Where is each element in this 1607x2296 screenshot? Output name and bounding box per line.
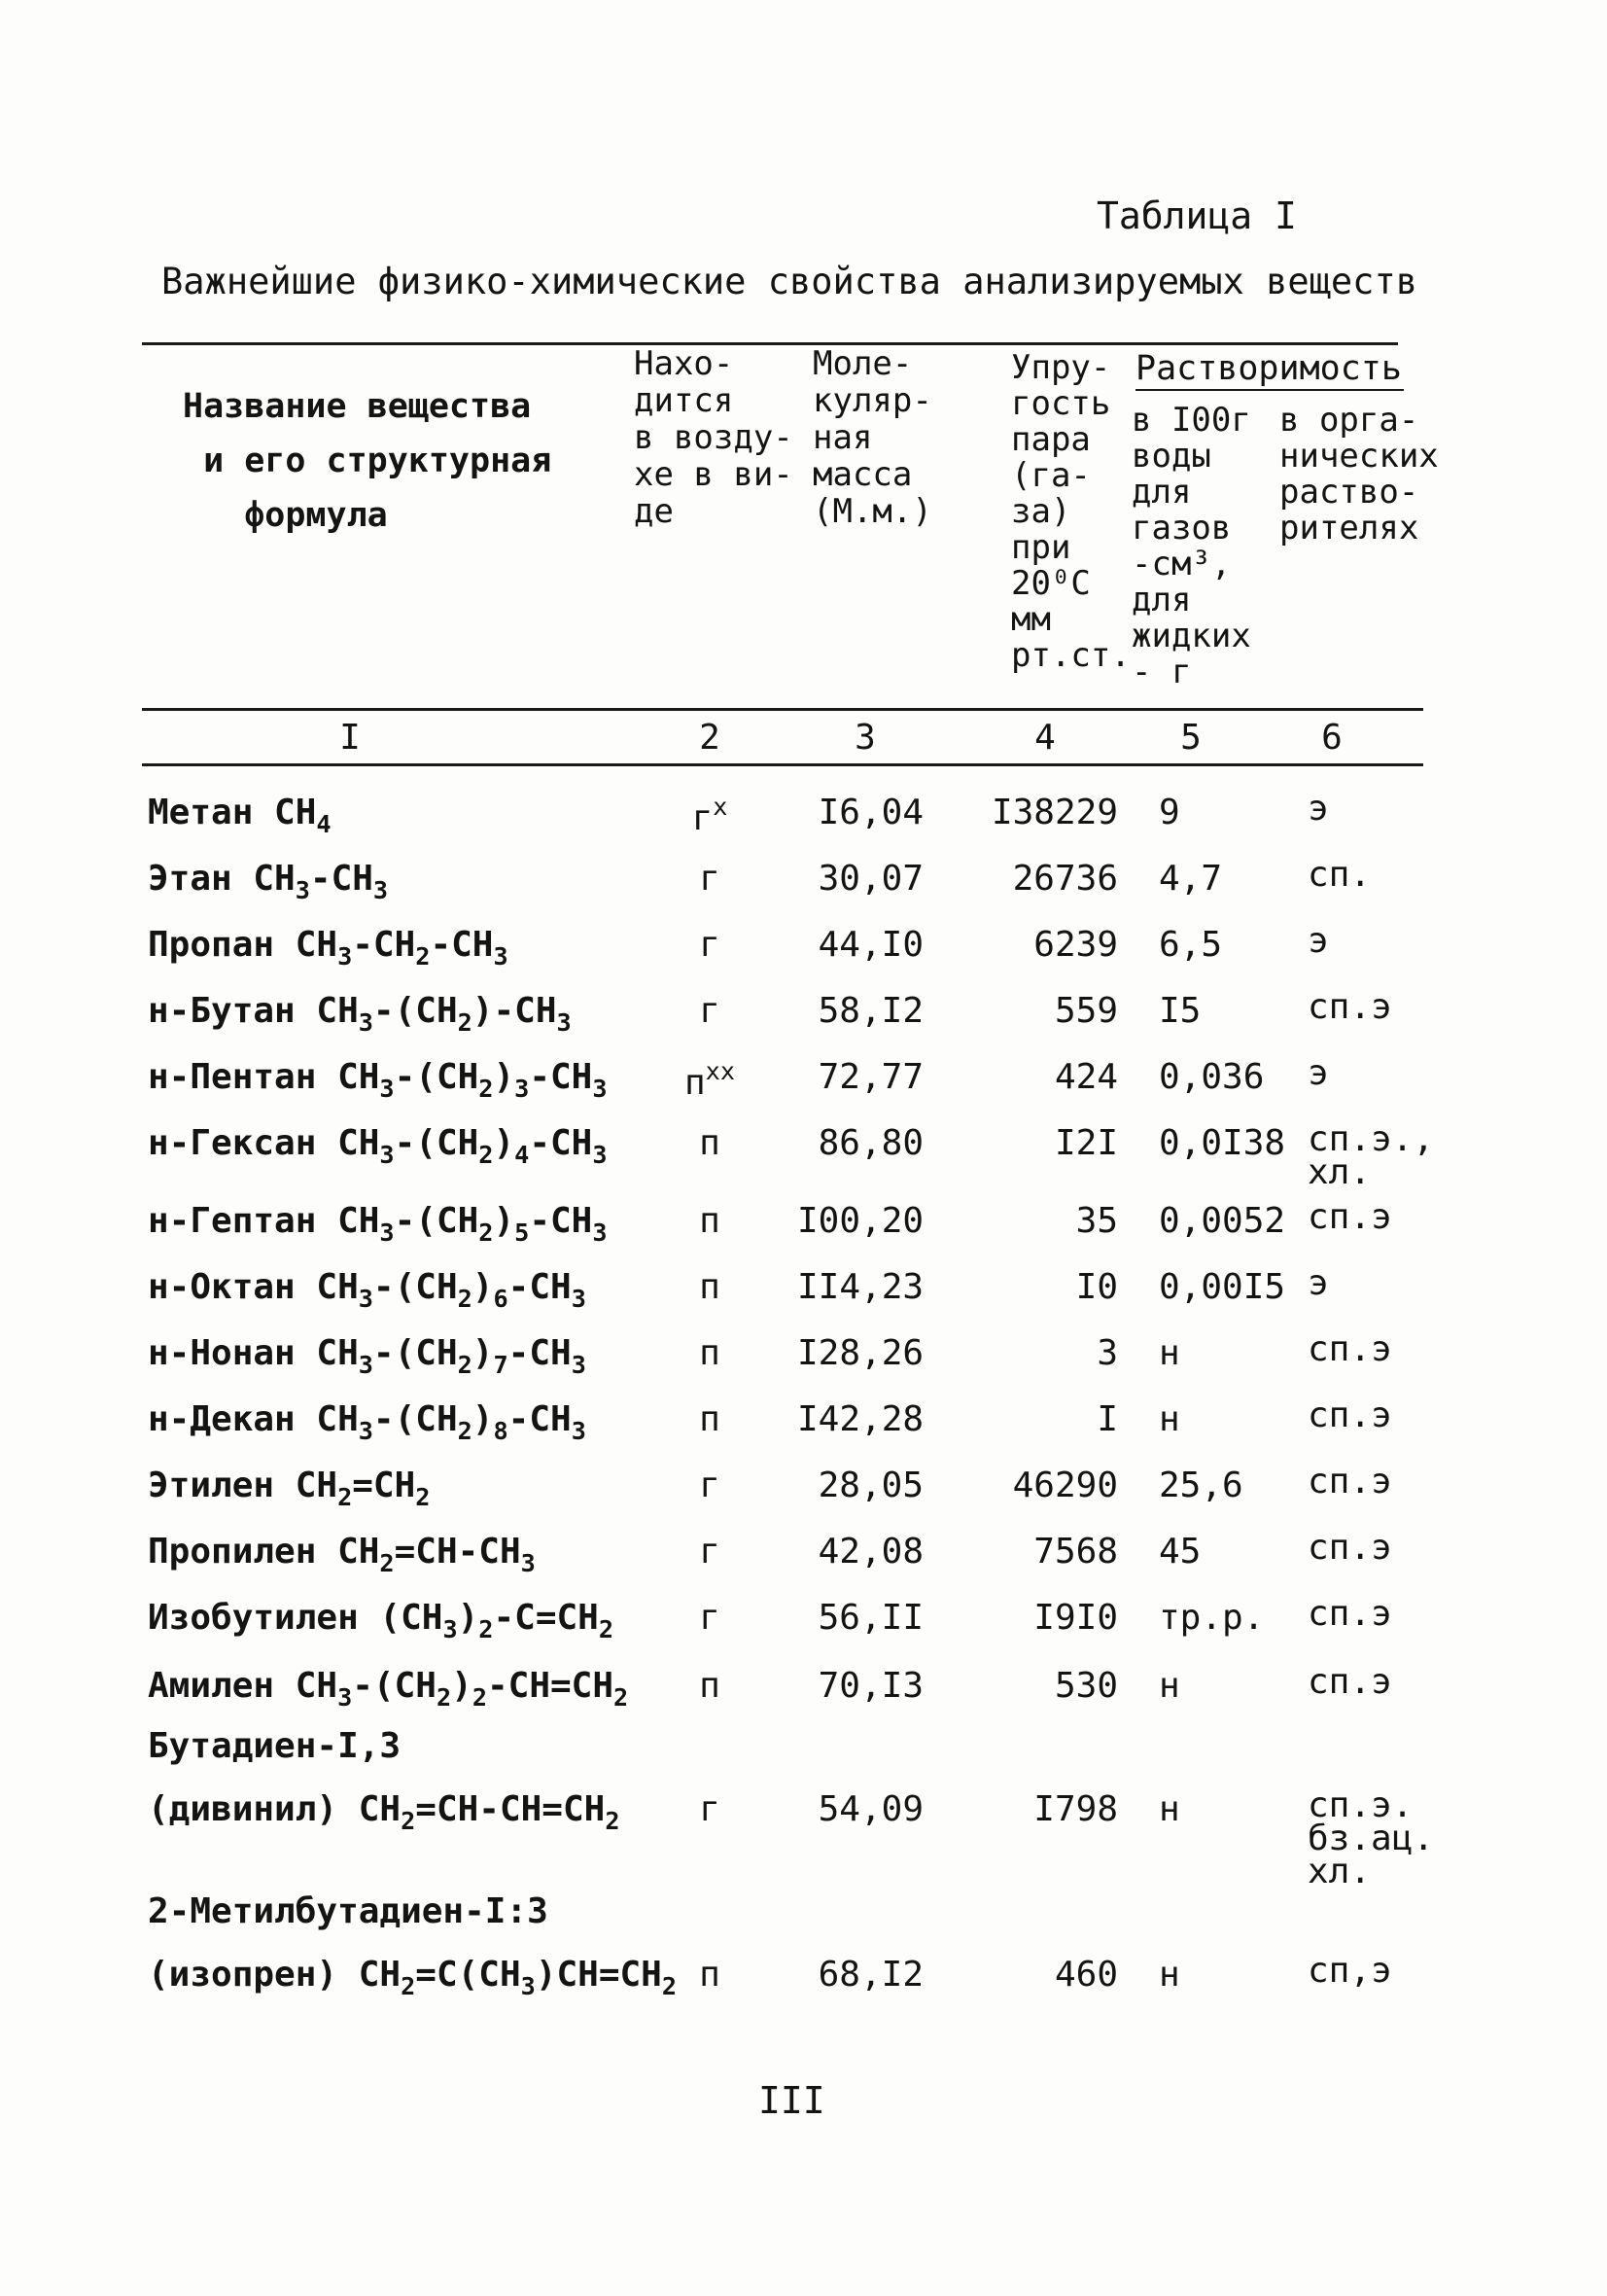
organic-solubility: сп.э [1308,1329,1392,1369]
header-organic: в орга- нических раство- рителях [1279,401,1439,548]
state-in-air: п [699,1267,720,1307]
header-bottom-rule [142,708,1423,711]
molecular-mass: 72,77 [818,1057,924,1097]
molecular-mass: 30,07 [818,859,924,899]
header-mass: Моле- куляр- ная масса (М.м.) [813,344,932,531]
column-number-2: 2 [699,718,720,758]
column-number-1: I [339,718,361,758]
water-solubility: н [1159,1399,1180,1439]
vapor-pressure: 26736 [1012,859,1118,899]
table-row [0,1197,1607,1259]
water-solubility: 0,0052 [1159,1201,1286,1241]
molecular-mass: II4,23 [797,1267,925,1307]
header-solubility: Растворимость [1135,349,1402,388]
state-in-air: г [699,1789,720,1829]
substance-name: Метан $CH_4$ [148,793,332,838]
organic-solubility: сп.э [1308,1462,1392,1501]
organic-solubility: сп.э [1308,1197,1392,1237]
table-row [0,1662,1607,1724]
table-row [0,1395,1607,1458]
vapor-pressure: 3 [1097,1333,1118,1373]
vapor-pressure: 530 [1054,1666,1118,1706]
state-in-air: п [699,1201,720,1241]
table-title: Важнейшие физико-химические свойства анализируемых веществ [161,261,1418,302]
state-in-air: г [699,1598,720,1638]
molecular-mass: 54,09 [818,1789,924,1829]
substance-name-line: Бутадиен-I,3 [148,1726,402,1766]
substance-name: н-Пентан $CH_3-(CH_2)_3-CH_3$ [148,1057,608,1103]
table-row [0,1119,1607,1192]
organic-solubility: сп.э [1308,1528,1392,1568]
substance-name: Этилен $CH_2=CH_2$ [148,1466,431,1511]
organic-solubility: сп.э [1308,1594,1392,1634]
substance-name: Изобутилен $(CH_3)_2-C=CH_2$ [148,1598,614,1643]
organic-solubility: сп.э [1308,987,1392,1027]
state-in-air: п [699,1123,720,1163]
state-in-air: г [699,859,720,899]
substance-name: Амилен $CH_3-(CH_2)_2-CH=CH_2$ [148,1666,629,1712]
header-name: Название вещества и его структурная формула [183,387,552,535]
molecular-mass: 56,II [818,1598,924,1638]
water-solubility: 0,036 [1159,1057,1265,1097]
substance-name: н-Гептан $CH_3-(CH_2)_5-CH_3$ [148,1201,608,1247]
state-in-air: г [699,1466,720,1505]
vapor-pressure: 7568 [1033,1532,1118,1572]
table-row [0,987,1607,1049]
organic-solubility: э [1308,1053,1329,1093]
vapor-pressure: I38229 [991,793,1118,832]
substance-name: н-Бутан $CH_3-(CH_2)-CH_3$ [148,991,572,1037]
substance-name: н-Нонан $CH_3-(CH_2)_7-CH_3$ [148,1333,586,1379]
water-solubility: н [1159,1789,1180,1829]
state-in-air: п [699,1333,720,1373]
substance-name-line: 2-Метилбутадиен-I:3 [148,1891,548,1931]
molecular-mass: 70,I3 [818,1666,924,1706]
table-label: Таблица I [1097,194,1297,237]
water-solubility: тр.р. [1159,1598,1265,1638]
substance-name: н-Гексан $CH_3-(CH_2)_4-CH_3$ [148,1123,608,1169]
water-solubility: н [1159,1333,1180,1373]
water-solubility: 0,00I5 [1159,1267,1286,1307]
water-solubility: 25,6 [1159,1466,1243,1505]
state-in-air: п [699,1955,720,1995]
organic-solubility: сп.э. бз.ац. хл. [1308,1785,1435,1891]
column-number-5: 5 [1180,718,1202,758]
table-row [0,1263,1607,1325]
state-in-air: $г^x$ [691,793,728,839]
substance-name: Пропилен $CH_2=CH-CH_3$ [148,1532,536,1577]
vapor-pressure: I0 [1075,1267,1118,1307]
organic-solubility: сп,э [1308,1951,1392,1991]
organic-solubility: сп. [1308,855,1372,895]
vapor-pressure: 559 [1054,991,1118,1031]
water-solubility: 4,7 [1159,859,1223,899]
column-number-3: 3 [855,718,876,758]
molecular-mass: 68,I2 [818,1955,924,1995]
vapor-pressure: I [1097,1399,1118,1439]
table-row [0,921,1607,983]
substance-name: (изопрен) $CH_2=C(CH_3)CH=CH_2$ [148,1955,678,2000]
molecular-mass: I6,04 [818,793,924,832]
table-row [0,1726,1607,1891]
molecular-mass: 44,I0 [818,925,924,965]
substance-name: Пропан $CH_3-CH_2-CH_3$ [148,925,508,971]
water-solubility: 0,0I38 [1159,1123,1286,1163]
column-numbers-rule [142,763,1423,766]
header-state: Нахо- дится в возду- хе в ви- де [634,344,793,531]
molecular-mass: 86,80 [818,1123,924,1163]
molecular-mass: I42,28 [797,1399,925,1439]
table-row [0,1329,1607,1392]
water-solubility: н [1159,1955,1180,1995]
vapor-pressure: 460 [1054,1955,1118,1995]
header-vapor: Упру- гость пара (га- за) при 20⁰С мм рт.ст. [1011,348,1131,675]
water-solubility: 9 [1159,793,1180,832]
vapor-pressure: I2I [1054,1123,1118,1163]
state-in-air: г [699,1532,720,1572]
solubility-underline [1135,389,1404,391]
state-in-air: п [699,1399,720,1439]
column-number-6: 6 [1321,718,1343,758]
molecular-mass: 28,05 [818,1466,924,1505]
organic-solubility: сп.э., хл. [1308,1119,1435,1192]
substance-name: Этан $CH_3-CH_3$ [148,859,389,904]
substance-name: (дивинил) $CH_2=CH-CH=CH_2$ [148,1789,620,1835]
organic-solubility: э [1308,1263,1329,1303]
header-water: в I00г воды для газов -см³, для жидких - г [1132,401,1251,691]
vapor-pressure: 424 [1054,1057,1118,1097]
vapor-pressure: 35 [1075,1201,1118,1241]
water-solubility: I5 [1159,991,1202,1031]
organic-solubility: сп.э [1308,1395,1392,1435]
organic-solubility: сп.э [1308,1662,1392,1702]
table-row [0,1053,1607,1115]
water-solubility: 45 [1159,1532,1202,1572]
column-number-4: 4 [1034,718,1056,758]
table-row [0,789,1607,851]
organic-solubility: э [1308,789,1329,829]
vapor-pressure: I9I0 [1033,1598,1118,1638]
vapor-pressure: I798 [1033,1789,1118,1829]
table-row [0,1528,1607,1590]
vapor-pressure: 46290 [1012,1466,1118,1505]
state-in-air: г [699,925,720,965]
substance-name: н-Октан $CH_3-(CH_2)_6-CH_3$ [148,1267,586,1313]
state-in-air: г [699,991,720,1031]
table-row [0,1594,1607,1656]
molecular-mass: I28,26 [797,1333,925,1373]
table-row [0,1891,1607,2013]
organic-solubility: э [1308,921,1329,961]
table-row [0,1462,1607,1524]
table-row [0,855,1607,917]
vapor-pressure: 6239 [1033,925,1118,965]
state-in-air: п [699,1666,720,1706]
water-solubility: н [1159,1666,1180,1706]
substance-name: н-Декан $CH_3-(CH_2)_8-CH_3$ [148,1399,586,1445]
page-number: III [758,2079,825,2122]
water-solubility: 6,5 [1159,925,1223,965]
molecular-mass: 58,I2 [818,991,924,1031]
molecular-mass: 42,08 [818,1532,924,1572]
molecular-mass: I00,20 [797,1201,925,1241]
state-in-air: $п^{xx}$ [683,1057,736,1104]
